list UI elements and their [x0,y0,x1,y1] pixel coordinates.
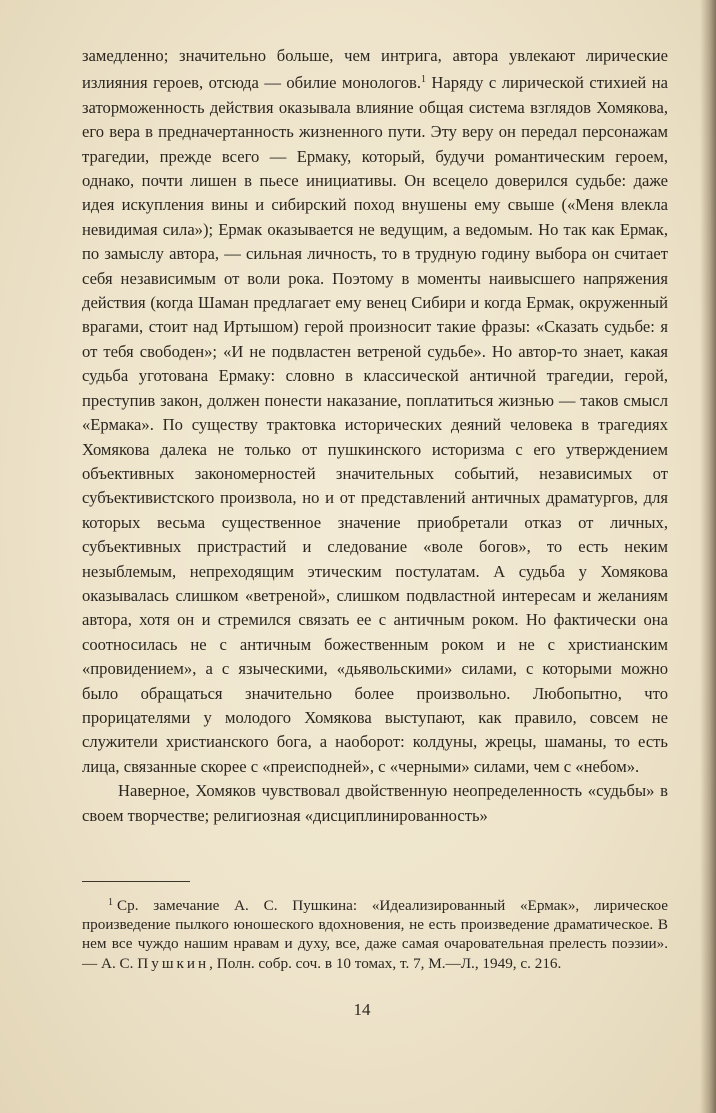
main-text [82,44,668,828]
book-spine-shadow [700,0,716,1113]
footnote-author: Пушкин [137,954,210,972]
footnote-text: Ср. замечание А. С. Пушкина: «Идеализированный «Ермак», лирическое произведение пылкого юношеского вдохновения, не есть произведение драматическое. В нем все чуждо нашим нравам и духу, все, даже самая очаровательная прелесть поэзии». — А. С. [82,897,668,972]
footnote-divider [82,881,190,882]
paragraph-2: Наверное, Хомяков чувствовал двойственную неопределенность «судьбы» в своем творчестве; религиозная «дисциплинированность» [82,781,668,825]
footnote-reference: 1 [420,74,426,86]
paragraph-1-continuation: Наряду с лирической стихией на заторможенность действия оказывала влияние общая система взглядов Хомякова, его вера в предначертанность жизненного пути. Эту веру он передал персонажам трагедии, прежде всего — Ермаку, который, будучи романтическим героем, однако, почти лишен в пьесе инициативы. Он всецело доверился судьбе: даже идея искупления вины и сибирский поход внушены ему свыше («Меня влекла невидимая сила»); Ермак оказывается не ведущим, а ведомым. Но так как Ермак, по замыслу автора, — сильная личность, то в трудную годину выбора он считает себя независимым от воли рока. Поэтому в моменты наивысшего напряжения действия (когда Шаман предлагает ему венец Сибири и когда Ермак, окруженный врагами, стоит над Иртышом) герой произносит такие фразы: «Сказать судьбе: я от тебя свободен»; «И не подвластен ветреной судьбе». Но автор-то знает, какая судьба уготована Ермаку: словно в классической античной трагедии, герой, преступив закон, должен понести наказание, поплатиться жизнью — таков смысл «Ермака». По существу трактовка исторических деяний человека в трагедиях Хомякова далека не только от пушкинского историзма с его утверждением объективных закономерностей значительных событий, независимых от субъективистского произвола, но и от представлений античных драматургов, для которых весьма существенное значение приобретали отказ от личных, субъективных пристрастий и следование «воле богов», то есть неким незыблемым, непреходящим этическим постулатам. А судьба у Хомякова оказывалась слишком «ветреной», слишком подвластной интересам и желаниям автора, хотя он и стремился связать ее с античным роком. Но фактически она соотносилась не с античным божественным роком и не с христианским «провидением», а с языческими, «дьявольскими» силами, с которыми можно было обращаться значительно более произвольно. Любопытно, что прорицателями у молодого Хомякова выступают, как правило, совсем не служители христианского бога, а наоборот: колдуны, жрецы, шаманы, то есть лица, связанные скорее с «преисподней», с «черными» силами, чем с «небом». [82,73,669,776]
paragraph-1 [82,44,668,779]
footnote-citation: , Полн. собр. соч. в 10 томах, т. 7, М.—Л., 1949, с. 216. [209,954,562,972]
page-number: 14 [353,1000,371,1019]
paragraph-1-text: замедленно; значительно больше, чем интрига, автора увлекают лирические излияния героев, отсюда — обилие монологов. [82,46,668,93]
footnote [82,893,668,973]
footnote-marker: 1 [108,897,113,908]
